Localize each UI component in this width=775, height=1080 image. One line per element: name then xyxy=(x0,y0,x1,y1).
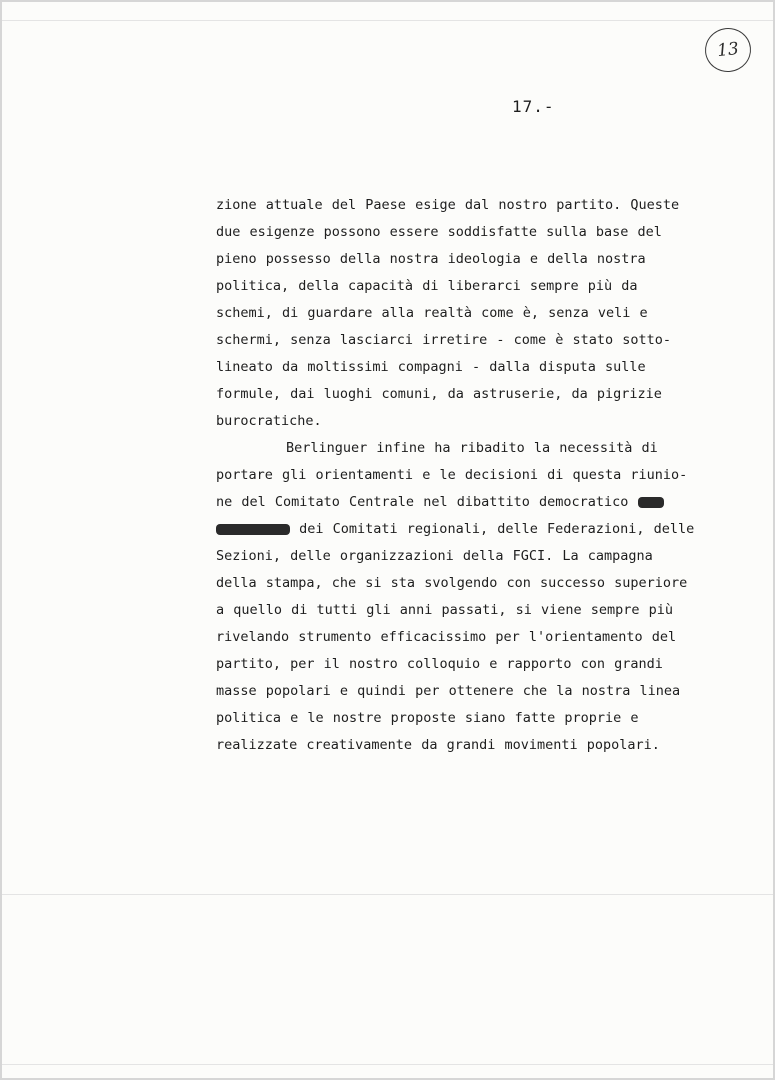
text-line: zione attuale del Paese esige dal nostro partito. Queste xyxy=(216,197,680,213)
text-line-with-deletion xyxy=(216,489,775,516)
text-line: schermi, senza lasciarci irretire - come è stato sotto- xyxy=(216,332,672,348)
text-line: della stampa, che si sta svolgendo con successo superiore xyxy=(216,575,688,591)
text-line-with-deletion xyxy=(216,516,775,543)
text-line: rivelando strumento efficacissimo per l'orientamento del xyxy=(216,629,677,645)
struck-out-text xyxy=(216,524,290,535)
scan-artifact-line xyxy=(2,20,773,21)
text-line: formule, dai luoghi comuni, da astruserie, da pigrizie xyxy=(216,386,662,402)
text-line: Sezioni, delle organizzazioni della FGCI. La campagna xyxy=(216,548,653,564)
text-line: masse popolari e quindi per ottenere che la nostra linea xyxy=(216,683,681,699)
text-line: realizzate creativamente da grandi movimenti popolari. xyxy=(216,737,660,753)
text-line: dei Comitati regionali, delle Federazioni, delle xyxy=(299,521,695,537)
text-line: lineato da moltissimi compagni - dalla disputa sulle xyxy=(216,359,646,375)
page-number: 17.- xyxy=(512,97,555,116)
text-line: ne del Comitato Centrale nel dibattito democratico xyxy=(216,494,629,510)
text-line: politica, della capacità di liberarci sempre più da xyxy=(216,278,638,294)
archive-number-stamp: 13 xyxy=(703,26,753,75)
text-line: schemi, di guardare alla realtà come è, senza veli e xyxy=(216,305,648,321)
text-line: portare gli orientamenti e le decisioni di questa riunio- xyxy=(216,467,688,483)
text-line: Berlinguer infine ha ribadito la necessità di xyxy=(286,440,658,456)
scan-artifact-line xyxy=(2,894,773,895)
text-line: due esigenze possono essere soddisfatte sulla base del xyxy=(216,224,662,240)
scan-artifact-line xyxy=(2,1064,773,1065)
text-line: pieno possesso della nostra ideologia e della nostra xyxy=(216,251,646,267)
text-line: burocratiche. xyxy=(216,413,322,429)
struck-out-text xyxy=(638,497,664,508)
typewritten-body xyxy=(216,192,775,759)
text-line: politica e le nostre proposte siano fatte proprie e xyxy=(216,710,639,726)
text-line: partito, per il nostro colloquio e rapporto con grandi xyxy=(216,656,663,672)
text-line: a quello di tutti gli anni passati, si viene sempre più xyxy=(216,602,674,618)
